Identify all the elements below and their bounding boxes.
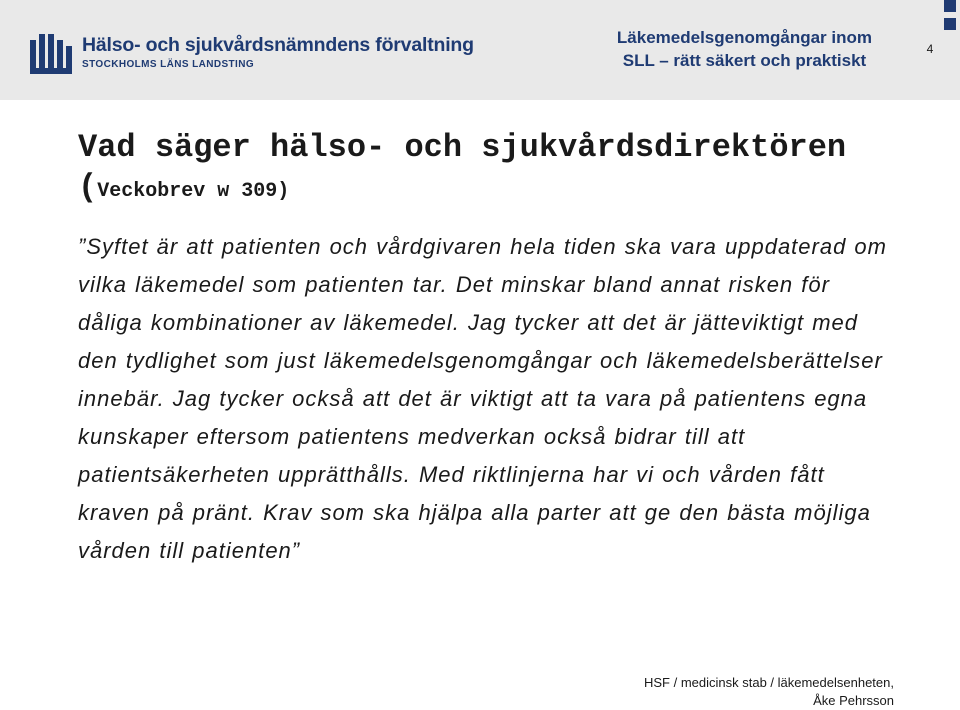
org-name: Hälso- och sjukvårdsnämndens förvaltning xyxy=(82,34,474,56)
footer-author: Åke Pehrsson xyxy=(813,693,894,708)
presentation-title-line2: SLL – rätt säkert och praktiskt xyxy=(622,51,867,70)
slide-title-line1: Vad säger hälso- och sjukvårdsdirektören xyxy=(78,129,847,166)
page-number: 4 xyxy=(926,42,934,56)
org-subtitle: STOCKHOLMS LÄNS LANDSTING xyxy=(82,59,255,70)
sll-logo-icon xyxy=(30,32,72,74)
slide-footer xyxy=(644,674,894,710)
slide-title-paren: ( xyxy=(78,169,98,206)
slide-title-sub: Veckobrev w 309) xyxy=(97,180,290,203)
presentation-title xyxy=(617,26,872,72)
slide-header xyxy=(0,0,960,100)
slide-title xyxy=(78,128,918,212)
footer-line1: HSF / medicinsk stab / läkemedelsenheten, xyxy=(643,675,894,690)
corner-squares-decoration xyxy=(940,0,960,100)
director-quote: ”Syftet är att patienten och vårdgivaren hela tiden ska vara uppdaterad om vilka läkemedel som patienten tar. Det minskar bland annat risken för dåliga kombinationer av läkemedel. Jag tycker att det är jätteviktigt med den tydlighet som just läkemedelsgenomgångar och läkemedelsberättelser innebär. Jag tycker också att det är viktigt att ta vara på patientens egna kunskaper eftersom patientens medverkan också bidrar till att patientsäkerheten upprätthålls. Med riktlinjerna har vi och vården fått kraven på pränt. Krav som ska hjälpa alla parter att ge den bästa möjliga vården till patienten” xyxy=(78,234,887,563)
presentation-title-line1: Läkemedelsgenomgångar inom xyxy=(616,28,872,47)
